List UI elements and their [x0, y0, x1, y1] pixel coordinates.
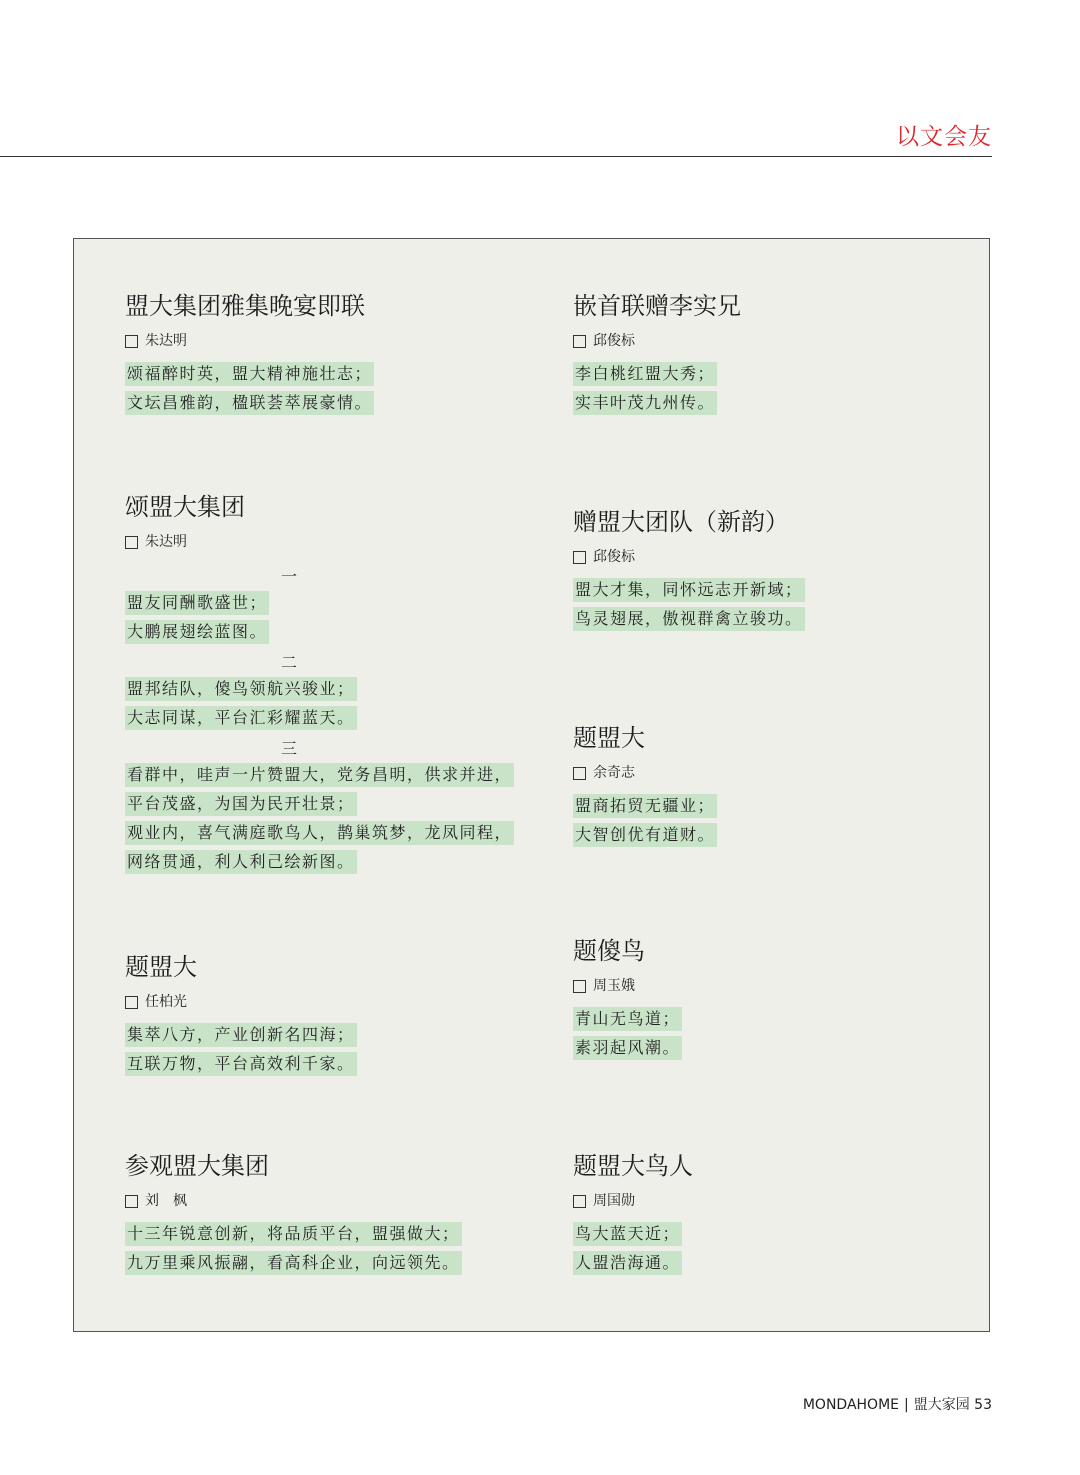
poem-card [125, 492, 514, 879]
poem-lines [573, 1222, 693, 1280]
poem-line: 盟友同酬歌盛世； [125, 591, 269, 615]
poem-title: 题盟大 [573, 724, 645, 752]
part-numeral: 二 [281, 653, 298, 672]
poem-card [573, 723, 717, 852]
poem-lines [573, 362, 741, 420]
poem-line: 集萃八方，产业创新名四海； [125, 1023, 357, 1047]
author-line [573, 548, 805, 566]
author-line [573, 332, 741, 350]
poem-card [125, 1151, 462, 1280]
header-rule [0, 156, 992, 157]
author-name: 周国勋 [593, 1193, 635, 1209]
page-footer [803, 1394, 992, 1414]
poem-title: 盟大集团雅集晚宴即联 [125, 292, 365, 320]
poem-title: 题盟大 [125, 953, 197, 981]
checkbox-icon [125, 996, 138, 1009]
author-line [573, 764, 717, 782]
author-name: 朱达明 [145, 333, 187, 349]
checkbox-icon [573, 551, 586, 564]
poem-line: 实丰叶茂九州传。 [573, 391, 717, 415]
poem-title: 题傻鸟 [573, 937, 645, 965]
checkbox-icon [573, 767, 586, 780]
author-name: 周玉娥 [593, 978, 635, 994]
part-numeral: 一 [281, 567, 298, 586]
poem-line: 李白桃红盟大秀； [573, 362, 717, 386]
checkbox-icon [125, 335, 138, 348]
author-line [573, 1192, 693, 1210]
poem-title: 嵌首联赠李实兄 [573, 292, 741, 320]
footer-separator: | [904, 1397, 909, 1413]
poem-card [573, 936, 682, 1065]
poem-line: 人盟浩海通。 [573, 1251, 682, 1275]
poem-lines [573, 794, 717, 852]
author-name: 余奇志 [593, 765, 635, 781]
poem-line: 网络贯通，利人利己绘新图。 [125, 850, 357, 874]
footer-magazine: 盟大家园 [913, 1397, 970, 1413]
poem-title: 题盟大鸟人 [573, 1152, 693, 1180]
author-line [573, 977, 682, 995]
poem-line: 青山无鸟道； [573, 1007, 682, 1031]
poem-card [573, 1151, 693, 1280]
poem-line: 素羽起风潮。 [573, 1036, 682, 1060]
poem-lines [573, 1007, 682, 1065]
checkbox-icon [573, 335, 586, 348]
poem-line: 互联万物，平台高效利千家。 [125, 1052, 357, 1076]
poem-line: 看群中，哇声一片赞盟大，党务昌明，供求并进， [125, 763, 514, 787]
author-name: 邱俊标 [593, 549, 635, 565]
poem-title: 颂盟大集团 [125, 493, 245, 521]
poem-lines [125, 1023, 357, 1081]
poem-card [573, 291, 741, 420]
author-line [125, 1192, 462, 1210]
author-name: 刘 枫 [145, 1193, 187, 1209]
page-number: 53 [974, 1397, 992, 1413]
author-name: 任柏光 [145, 994, 187, 1010]
poem-title: 参观盟大集团 [125, 1152, 269, 1180]
poem-line: 大志同谋，平台汇彩耀蓝天。 [125, 706, 357, 730]
author-line [125, 533, 514, 551]
poem-card [573, 507, 805, 636]
poem-card [125, 952, 357, 1081]
checkbox-icon [125, 536, 138, 549]
part-numeral: 三 [281, 739, 298, 758]
poem-line: 九万里乘风振翮，看高科企业，向远领先。 [125, 1251, 462, 1275]
footer-brand: MONDAHOME [802, 1397, 899, 1413]
checkbox-icon [573, 1195, 586, 1208]
poem-line: 大智创优有道财。 [573, 823, 717, 847]
poem-card [125, 291, 374, 420]
poem-line: 文坛昌雅韵，楹联荟萃展豪情。 [125, 391, 374, 415]
poem-lines [573, 578, 805, 636]
poem-title: 赠盟大团队（新韵） [573, 508, 789, 536]
author-line [125, 993, 357, 1011]
author-name: 朱达明 [145, 534, 187, 550]
poem-line: 鸟灵翅展，傲视群禽立骏功。 [573, 607, 805, 631]
poem-line: 大鹏展翅绘蓝图。 [125, 620, 269, 644]
author-line [125, 332, 374, 350]
poem-lines [125, 362, 374, 420]
section-title: 以文会友 [896, 124, 992, 150]
poem-line: 观业内，喜气满庭歌鸟人，鹊巢筑梦，龙凤同程， [125, 821, 514, 845]
poem-line: 鸟大蓝天近； [573, 1222, 682, 1246]
checkbox-icon [125, 1195, 138, 1208]
author-name: 邱俊标 [593, 333, 635, 349]
poem-line: 十三年锐意创新，将品质平台，盟强做大； [125, 1222, 462, 1246]
poem-line: 颂福醉时英，盟大精神施壮志； [125, 362, 374, 386]
poem-lines [125, 1222, 462, 1280]
poem-line: 盟商拓贸无疆业； [573, 794, 717, 818]
checkbox-icon [573, 980, 586, 993]
poem-line: 盟大才集，同怀远志开新域； [573, 578, 805, 602]
poem-line: 平台茂盛，为国为民开壮景； [125, 792, 357, 816]
poetry-panel [73, 238, 990, 1332]
poem-line: 盟邦结队，傻鸟领航兴骏业； [125, 677, 357, 701]
poem-lines [125, 563, 514, 879]
